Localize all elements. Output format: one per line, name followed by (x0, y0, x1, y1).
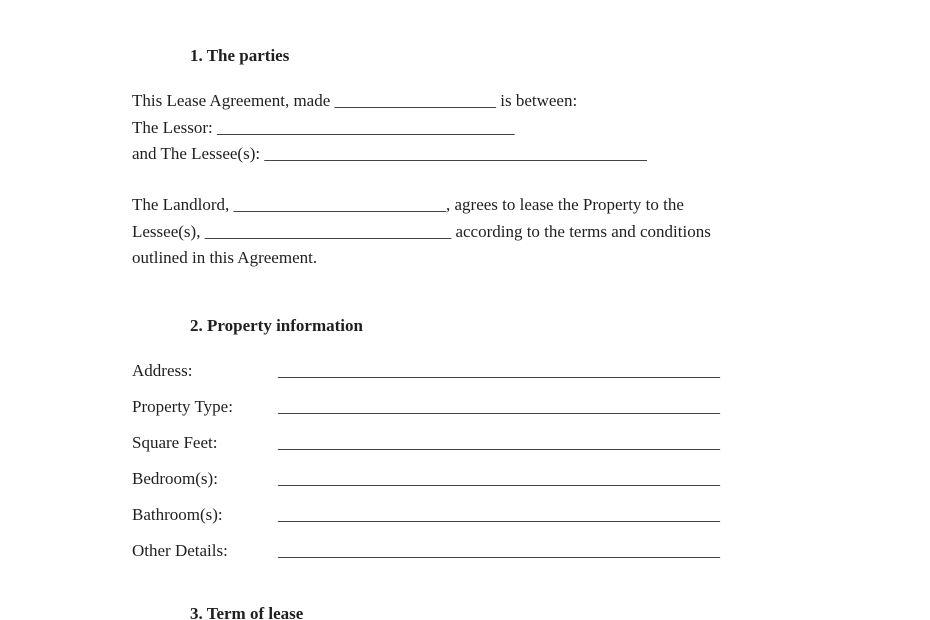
field-label-bedrooms: Bedroom(s): (132, 469, 218, 488)
landlord-para-line-3: outlined in this Agreement. (132, 248, 318, 267)
intro-line-lessee: and The Lessee(s): _____________________________________________ (132, 144, 647, 163)
field-blank-line-other-details: ____________________________________________________ (278, 541, 720, 560)
field-blank-line-property-type: ____________________________________________________ (278, 397, 720, 416)
field-row-other-details (132, 533, 720, 569)
section-heading-parties: 1. The parties (190, 46, 290, 65)
field-row-square-feet (132, 425, 720, 461)
landlord-paragraph (132, 192, 711, 272)
section-heading-property-information: 2. Property information (190, 316, 363, 335)
field-label-address: Address: (132, 361, 193, 380)
parties-intro-block (132, 88, 647, 168)
landlord-para-line-1: The Landlord, _________________________, agrees to lease the Property to the (132, 195, 684, 214)
section-heading-term-of-lease: 3. Term of lease (190, 604, 304, 620)
field-blank-line-address: ____________________________________________________ (278, 361, 720, 380)
intro-line-lessor: The Lessor: ___________________________________ (132, 117, 515, 137)
field-row-property-type (132, 389, 720, 425)
field-blank-line-bedrooms: ____________________________________________________ (278, 469, 720, 488)
field-row-address (132, 353, 720, 389)
field-row-bathrooms (132, 497, 720, 533)
landlord-para-line-2: Lessee(s), _____________________________ according to the terms and conditions (132, 221, 711, 241)
field-row-bedrooms (132, 461, 720, 497)
field-label-property-type: Property Type: (132, 397, 233, 416)
field-label-bathrooms: Bathroom(s): (132, 505, 223, 524)
field-label-square-feet: Square Feet: (132, 433, 218, 452)
intro-line-agreement-made: This Lease Agreement, made ___________________ is between: (132, 91, 578, 110)
field-blank-line-bathrooms: ____________________________________________________ (278, 505, 720, 524)
field-blank-line-square-feet: ____________________________________________________ (278, 433, 720, 452)
field-label-other-details: Other Details: (132, 541, 228, 560)
property-information-fields (132, 353, 720, 569)
